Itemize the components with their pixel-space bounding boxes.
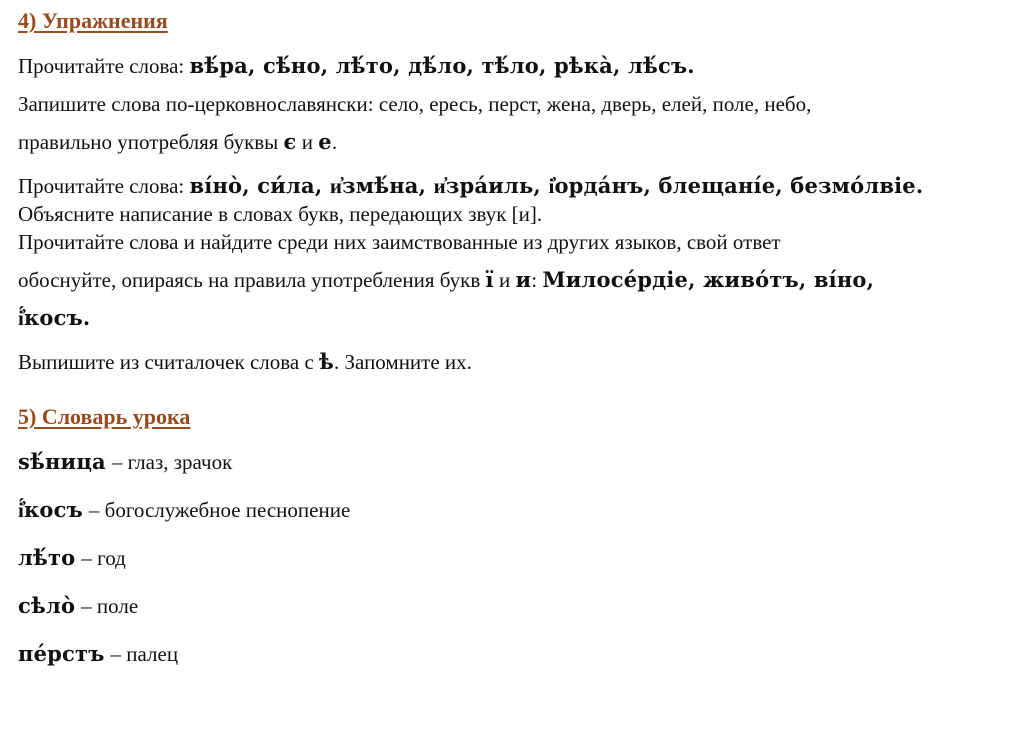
vocabulary-meaning: – поле: [81, 594, 139, 618]
vocabulary-word: пе́рстъ: [18, 641, 105, 666]
exercise-4-line-2: [18, 266, 1006, 294]
exercise-2-line-2: [18, 128, 1006, 156]
letter-ye-wide: є: [283, 129, 297, 154]
exercise-1: [18, 52, 1006, 80]
vocabulary-meaning: – глаз, зрачок: [111, 450, 233, 474]
vocabulary-list: [18, 448, 1006, 668]
exercise-1-words: вѣ́ра, сѣ́но, лѣ́то, дѣ́ло, тѣ́ло, рѣка̀, лѣ́съ.: [189, 53, 695, 78]
letter-yat: ѣ: [319, 349, 334, 374]
exercise-4-line-3: [18, 304, 1006, 332]
vocabulary-entry: [18, 448, 1006, 476]
vocabulary-entry: [18, 592, 1006, 620]
vocabulary-word: ѕѣ́ница: [18, 449, 106, 474]
exercise-2-line-1: Запишите слова по-церковнославянски: село, ересь, перст, жена, дверь, елей, поле, небо,: [18, 92, 812, 116]
exercise-3-prompt: Прочитайте слова:: [18, 174, 190, 198]
vocabulary-meaning: – палец: [110, 642, 179, 666]
vocabulary-word: і҆́косъ: [18, 497, 83, 522]
exercise-4-line-1: Прочитайте слова и найдите среди них заимствованные из других языков, свой ответ: [18, 230, 781, 254]
section-4-heading: 4) Упражнения: [18, 8, 168, 33]
exercise-3-line-2: Объясните написание в словах букв, передающих звук [и].: [18, 202, 543, 226]
exercise-4-conj: и: [493, 268, 516, 292]
exercise-1-prompt: Прочитайте слова:: [18, 54, 190, 78]
vocabulary-meaning: – богослужебное песнопение: [88, 498, 351, 522]
exercise-4-colon: :: [531, 268, 543, 292]
exercise-2-conj: и: [296, 130, 319, 154]
exercise-5-suffix: . Запомните их.: [334, 350, 472, 374]
vocabulary-word: сѣло̀: [18, 593, 76, 618]
exercise-3: [18, 172, 1006, 200]
section-5-heading: 5) Словарь урока: [18, 404, 191, 429]
vocabulary-word: лѣ́то: [18, 545, 76, 570]
exercise-4-words: Милосе́рдіе, живо́тъ, ві́но,: [542, 267, 875, 292]
vocabulary-meaning: – год: [81, 546, 126, 570]
vocabulary-entry: [18, 640, 1006, 668]
letter-i-dotted: ї: [485, 267, 494, 292]
exercise-2-line-2-text: правильно употребляя буквы: [18, 130, 284, 154]
exercise-2-end: .: [331, 130, 338, 154]
exercise-5-text: Выпишите из считалочек слова с: [18, 350, 320, 374]
exercise-4-words-cont: і҆́косъ.: [18, 305, 91, 330]
exercise-5: [18, 348, 1006, 376]
exercise-3-words: ві́но̀, си́ла, и҆змѣ́на, и҆зра́иль, і҆орда́нъ, блещані́е, безмо́лвіе.: [189, 173, 924, 198]
vocabulary-entry: [18, 496, 1006, 524]
vocabulary-entry: [18, 544, 1006, 572]
letter-ye-narrow: е: [318, 129, 332, 154]
letter-i-octal: и: [515, 267, 532, 292]
exercise-4-line-2-text: обоснуйте, опираясь на правила употребления букв: [18, 268, 486, 292]
